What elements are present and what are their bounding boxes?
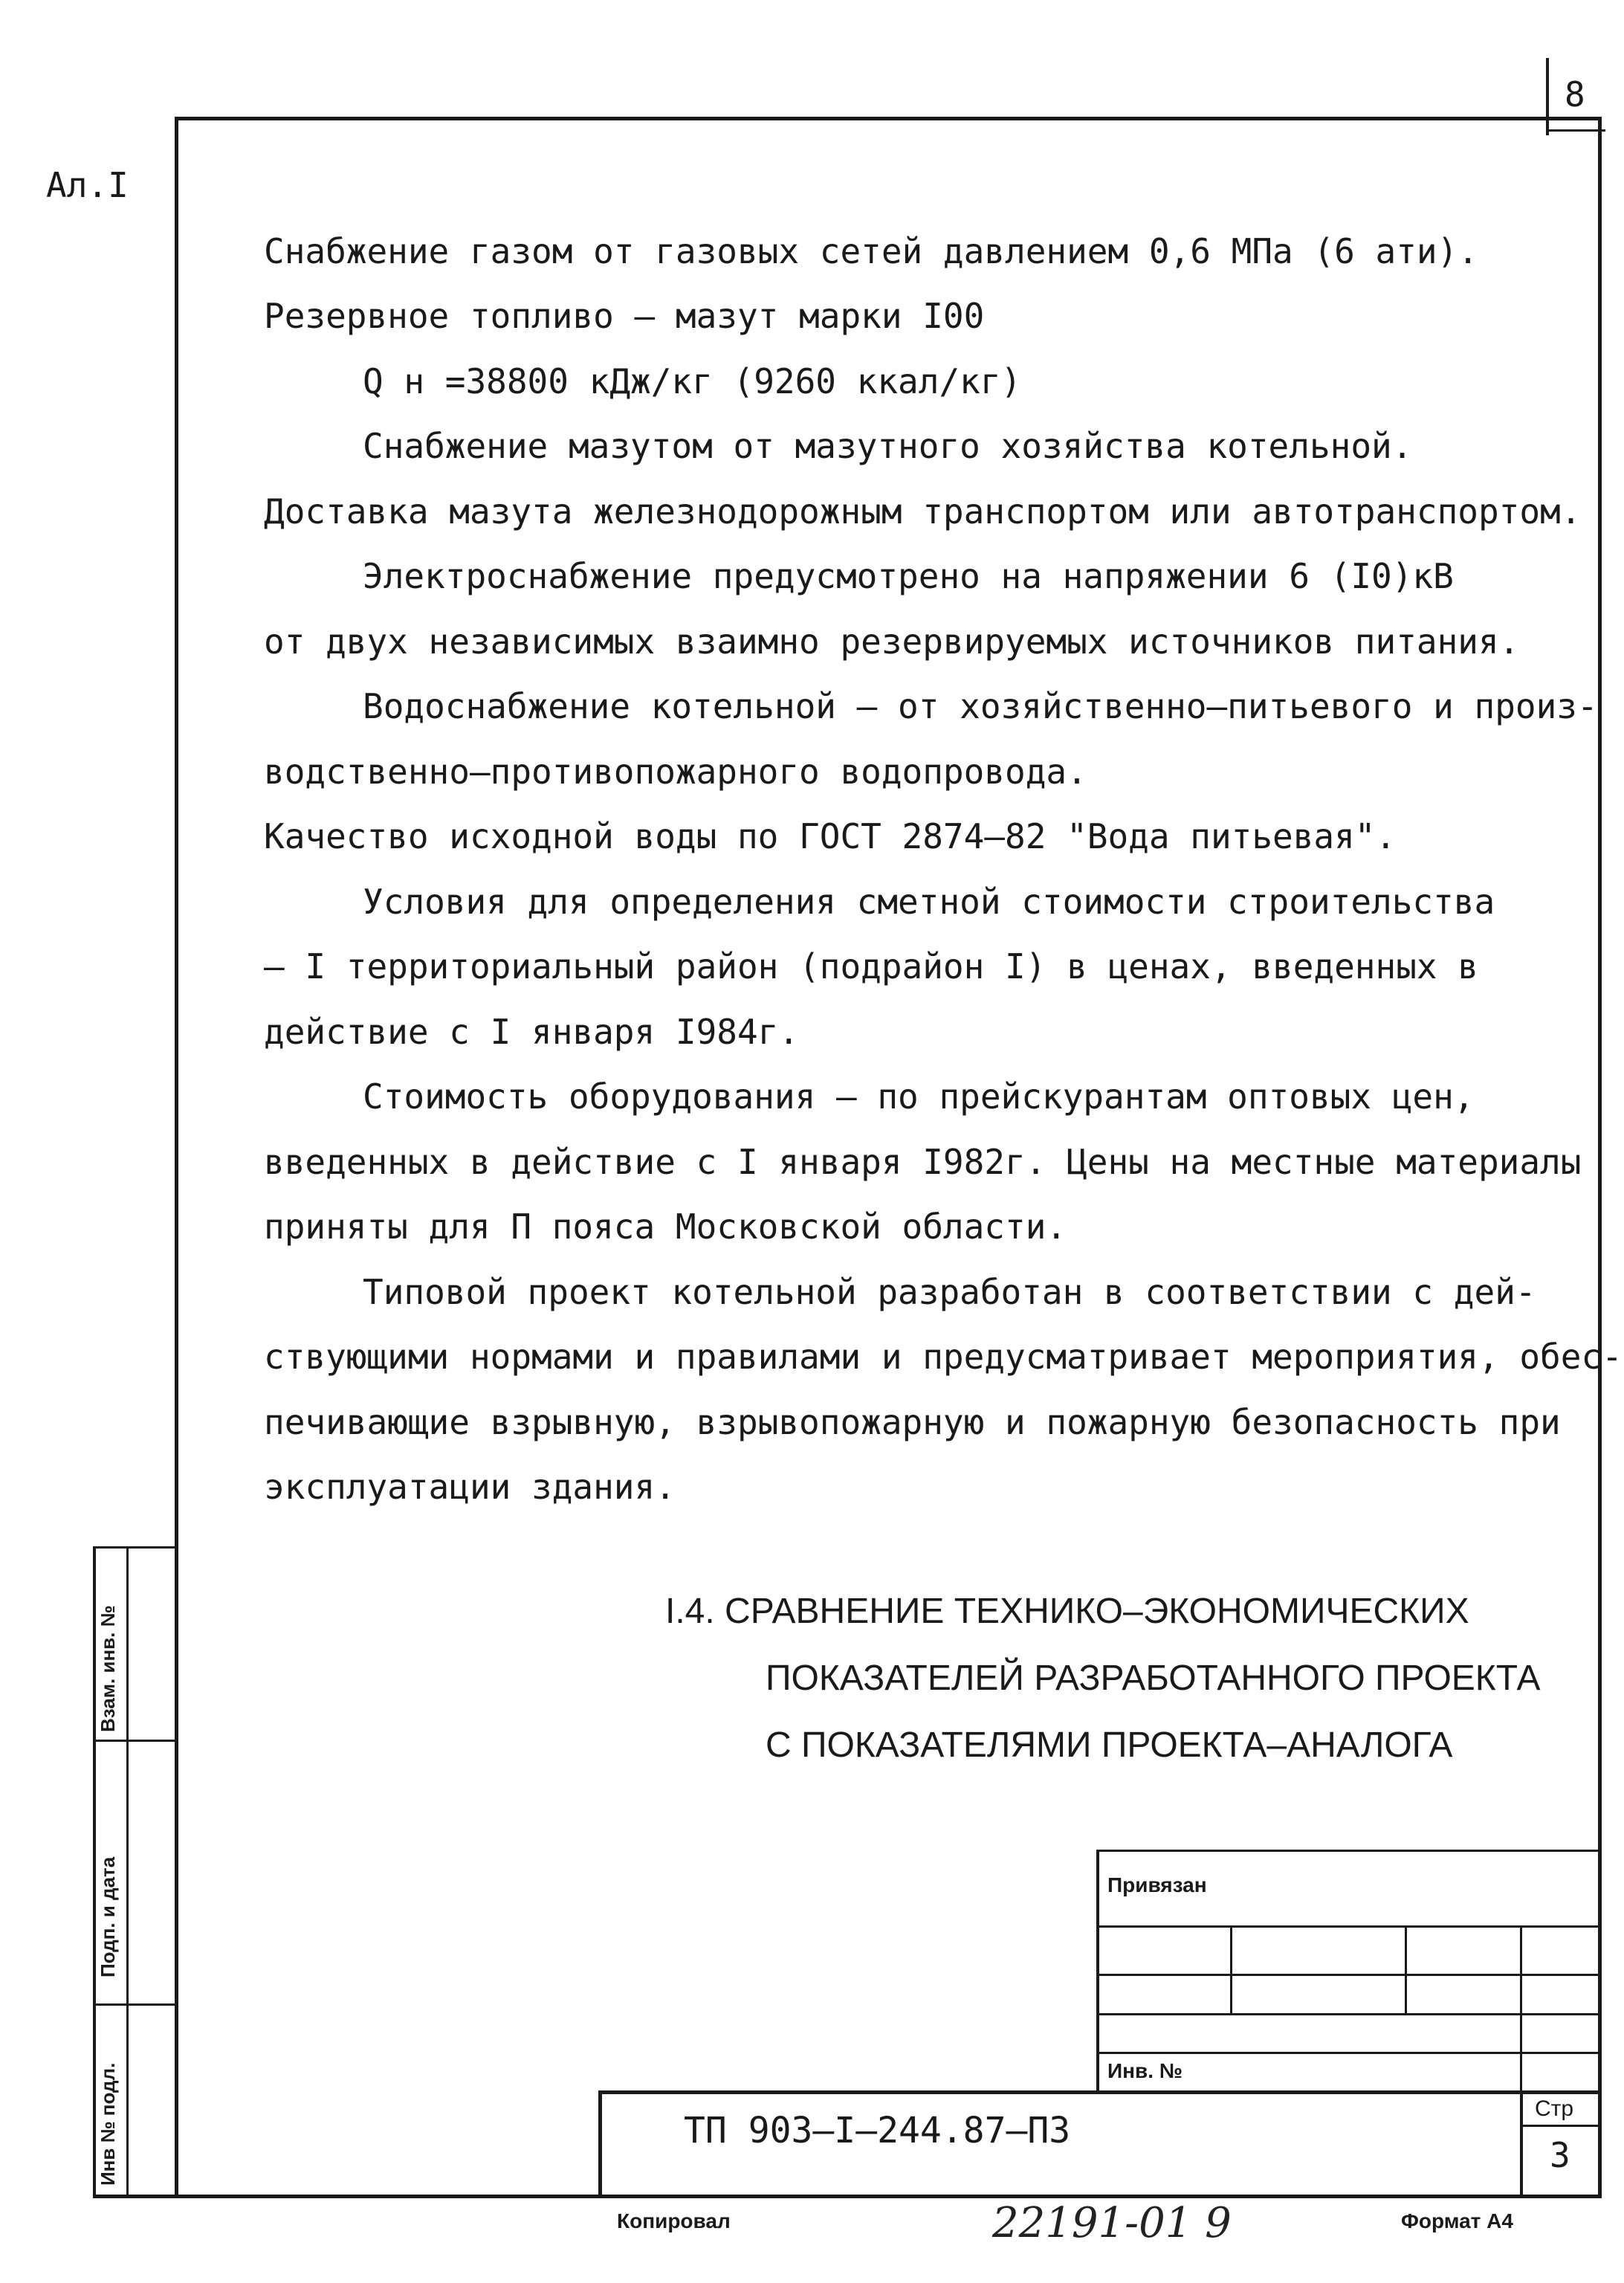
paragraph-line: – I территориальный район (подрайон I) в ценах, введенных в <box>264 946 1478 986</box>
paragraph-line: введенных в действие с I января I982г. Цены на местные материалы <box>264 1142 1582 1182</box>
side-stamp-top <box>93 1546 178 1549</box>
paragraph-line: Доставка мазута железнодорожным транспортом или автотранспортом. <box>264 491 1582 532</box>
frame-left <box>175 117 178 2198</box>
paragraph-line: Качество исходной воды по ГОСТ 2874–82 "Вода питьевая". <box>264 816 1397 856</box>
document-code: ТП 903–I–244.87–П3 <box>684 2110 1071 2151</box>
paragraph-line: действие с I января I984г. <box>264 1012 800 1052</box>
paragraph-line: водственно–противопожарного водопровода. <box>264 752 1087 792</box>
tb-main-top <box>598 2090 1602 2094</box>
tb-row4 <box>1096 2052 1602 2054</box>
tb-page-col <box>1520 2090 1523 2198</box>
paragraph-line: приняты для П пояса Московской области. <box>264 1207 1067 1247</box>
tb-row2 <box>1096 1974 1602 1976</box>
paragraph-line: эксплуатации здания. <box>264 1467 676 1507</box>
inv-no-label: Инв. № <box>1107 2059 1183 2082</box>
paragraph-line: Водоснабжение котельной – от хозяйственно–питьевого и произ- <box>363 686 1598 726</box>
page-number: 8 <box>1565 74 1585 114</box>
tb-col2 <box>1405 1925 1407 2015</box>
tb-row3 <box>1096 2013 1602 2015</box>
frame-top <box>175 117 1602 120</box>
page-number-underline <box>1546 129 1605 132</box>
podp-data-label: Подп. и дата <box>97 1856 119 1977</box>
tb-outer-left <box>1096 1850 1099 2091</box>
paragraph-line: Типовой проект котельной разработан в соответствии с дей- <box>363 1272 1536 1312</box>
paragraph-line: Резервное топливо – мазут марки I00 <box>264 296 985 336</box>
paragraph-line: печивающие взрывную, взрывопожарную и пожарную безопасность при <box>264 1402 1561 1442</box>
page-number-divider <box>1546 58 1549 135</box>
tb-col1 <box>1230 1925 1232 2015</box>
paragraph-line: Стоимость оборудования – по прейскурантам оптовых цен, <box>363 1076 1475 1117</box>
section-heading-line: С ПОКАЗАТЕЛЯМИ ПРОЕКТА–АНАЛОГА <box>766 1725 1453 1765</box>
paragraph-line: Снабжение газом от газовых сетей давлением 0,6 МПа (6 ати). <box>264 231 1478 271</box>
paragraph-line: ствующими нормами и правилами и предусматривает мероприятия, обес- <box>264 1337 1623 1377</box>
album-label: Ал.I <box>46 165 129 205</box>
paragraph-line: от двух независимых взаимно резервируемых источников питания. <box>264 621 1520 662</box>
tb-main-left <box>598 2090 602 2198</box>
paragraph-line: Q н =38800 кДж/кг (9260 ккал/кг) <box>363 361 1022 401</box>
tb-col3 <box>1520 1925 1522 2093</box>
paragraph-line: Снабжение мазутом от мазутного хозяйства котельной. <box>363 426 1413 466</box>
tb-top <box>1096 1850 1602 1852</box>
page-label: Стр <box>1535 2096 1574 2121</box>
format-label: Формат А4 <box>1401 2209 1513 2232</box>
tb-row1 <box>1096 1925 1602 1928</box>
kopiroval-label: Копировал <box>617 2209 731 2232</box>
privyazan-label: Привязан <box>1107 1873 1207 1896</box>
side-stamp-sep2 <box>93 2003 178 2006</box>
frame-right <box>1598 117 1602 2198</box>
side-stamp-sep1 <box>93 1740 178 1742</box>
section-heading-line: I.4. СРАВНЕНИЕ ТЕХНИКО–ЭКОНОМИЧЕСКИХ <box>665 1592 1469 1631</box>
side-stamp-left <box>93 1546 96 2198</box>
handwritten-number: 22191-01 9 <box>992 2199 1232 2247</box>
frame-bottom <box>93 2195 1602 2198</box>
side-stamp-mid <box>126 1546 129 2198</box>
inv-podl-label: Инв № подл. <box>97 2062 119 2186</box>
vzam-inv-label: Взам. инв. № <box>97 1605 119 1732</box>
tb-page-sep <box>1520 2125 1602 2127</box>
paragraph-line: Электроснабжение предусмотрено на напряжении 6 (I0)кВ <box>363 556 1454 596</box>
section-heading-line: ПОКАЗАТЕЛЕЙ РАЗРАБОТАННОГО ПРОЕКТА <box>766 1659 1541 1698</box>
page-value: 3 <box>1550 2135 1570 2175</box>
paragraph-line: Условия для определения сметной стоимости строительства <box>363 882 1495 922</box>
